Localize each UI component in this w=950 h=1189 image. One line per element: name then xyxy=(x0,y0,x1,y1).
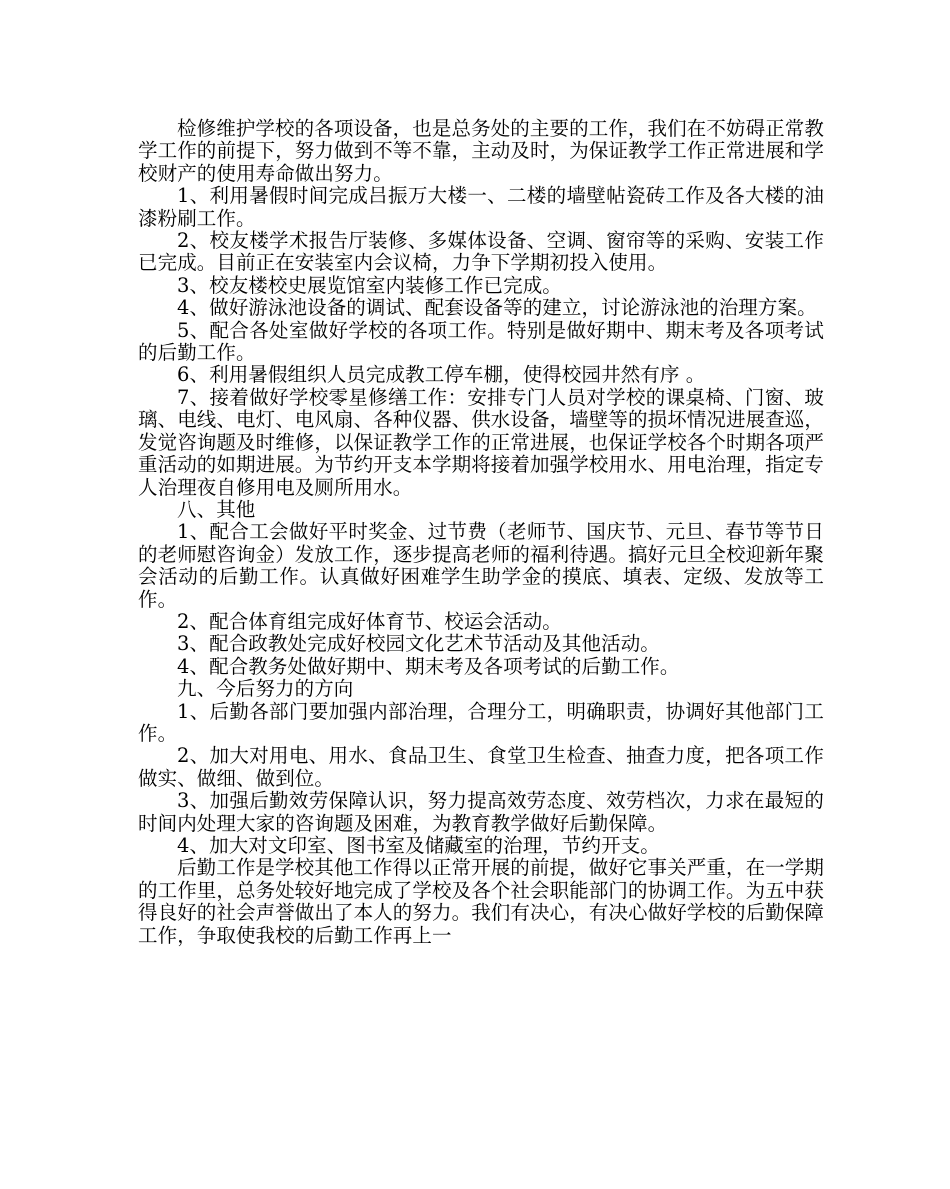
section-heading-other: 八、其他 xyxy=(177,497,256,521)
paragraph-item-3: 3、校友楼校史展览馆室内装修工作已完成。 xyxy=(177,273,562,297)
paragraph-item-6: 6、利用暑假组织人员完成教工停车棚，使得校园井然有序 。 xyxy=(177,363,706,387)
section-heading-future-direction: 九、今后努力的方向 xyxy=(177,677,354,701)
paragraph-future-3: 3、加强后勤效劳保障认识，努力提高效劳态度、效劳档次，力求在最短的时间内处理大家的咨询题及困难，为教育教学做好后勤保障。 xyxy=(138,789,824,835)
paragraph-future-1: 1、后勤各部门要加强内部治理，合理分工，明确职责，协调好其他部门工作。 xyxy=(138,699,824,745)
paragraph-item-7: 7、接着做好学校零星修缮工作：安排专门人员对学校的课桌椅、门窗、玻璃、电线、电灯、电风扇、各种仪器、供水设备，墙壁等的损坏情况进展查巡，发觉咨询题及时维修，以保证教学工作的正常进展，也保证学校各个时期各项严重活动的如期进展。为节约开支本学期将接着加强学校用水、用电治理，指定专人治理夜自修用电及厕所用水。 xyxy=(138,385,825,499)
paragraph-item-2: 2、校友楼学术报告厅装修、多媒体设备、空调、窗帘等的采购、安装工作已完成。目前正在安装室内会议椅，力争下学期初投入使用。 xyxy=(138,229,824,275)
paragraph-other-4: 4、配合教务处做好期中、期末考及各项考试的后勤工作。 xyxy=(177,654,680,678)
paragraph-item-4: 4、做好游泳池设备的调试、配套设备等的建立，讨论游泳池的治理方案。 xyxy=(177,296,817,320)
paragraph-item-1: 1、利用暑假时间完成吕振万大楼一、二楼的墙壁帖瓷砖工作及各大楼的油漆粉刷工作。 xyxy=(138,184,824,230)
paragraph-future-4: 4、加大对文印室、图书室及储藏室的治理，节约开支。 xyxy=(177,834,660,857)
paragraph-other-1: 1、配合工会做好平时奖金、过节费（老师节、国庆节、元旦、春节等节日的老师慰咨询金）发放工作，逐步提高老师的福利待遇。搞好元旦全校迎新年聚会活动的后勤工作。认真做好困难学生助学金的摸底、填表、定级、发放等工作。 xyxy=(138,520,825,611)
paragraph-other-3: 3、配合政教处完成好校园文化艺术节活动及其他活动。 xyxy=(177,632,660,656)
paragraph-other-2: 2、配合体育组完成好体育节、校运会活动。 xyxy=(177,609,562,633)
paragraph-future-2: 2、加大对用电、用水、食品卫生、食堂卫生检查、抽查力度，把各项工作做实、做细、做到位。 xyxy=(138,744,824,790)
paragraph-conclusion: 后勤工作是学校其他工作得以正常开展的前提，做好它事关严重，在一学期的工作里，总务处较好地完成了学校及各个社会职能部门的协调工作。为五中获得良好的社会声誉做出了本人的努力。我们有决心，有决心做好学校的后勤保障工作，争取使我校的后勤工作再上一 xyxy=(138,856,825,947)
paragraph-item-5: 5、配合各处室做好学校的各项工作。特别是做好期中、期末考及各项考试的后勤工作。 xyxy=(138,318,824,365)
paragraph-equipment-maintenance: 检修维护学校的各项设备，也是总务处的主要的工作，我们在不妨碍正常教学工作的前提下，努力做到不等不靠，主动及时，为保证教学工作正常进展和学校财产的使用寿命做出努力。 xyxy=(138,117,825,185)
